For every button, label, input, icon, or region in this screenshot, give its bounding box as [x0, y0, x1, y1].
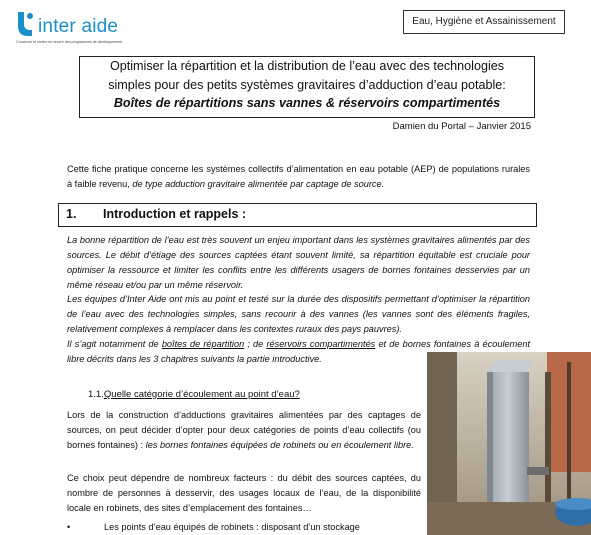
author-date: Damien du Portal – Janvier 2015: [392, 121, 531, 132]
subsection-title: Quelle catégorie d’écoulement au point d’eau?: [103, 389, 300, 400]
bullet-symbol: •: [67, 522, 71, 532]
logo-tagline: Concevoir et mettre en œuvre des programmes de développement: [16, 40, 123, 44]
subsection-heading: [88, 389, 300, 400]
title-line-2: simples pour des petits systèmes gravitaires d’adduction d’eau potable:: [108, 77, 506, 92]
intro-italic: de type adduction gravitaire alimentée par captage de source.: [132, 179, 385, 189]
title-box: [79, 56, 535, 118]
bullet-text: Les points d’eau équipés de robinets : disposant d’un stockage: [104, 522, 360, 532]
section-heading-1: [58, 203, 537, 227]
section-number: 1.: [66, 207, 77, 221]
intro-paragraph: [67, 162, 530, 192]
fountain-photo: [427, 352, 591, 535]
paragraph-3-a: Il s’agit notamment de: [67, 339, 159, 349]
paragraph-2: Les équipes d’Inter Aide ont mis au point et testé sur la durée des dispositifs permettant d’optimiser la répartition de l’eau avec des technologies simples, sans recourir à des vannes (les vannes sont des éléments fragiles, relativement complexes à remplacer dans les contextes ruraux des pays pauvres).: [67, 294, 530, 334]
section-title: Introduction et rappels :: [103, 207, 247, 221]
paragraph-3-e: et de bornes fontaines à écoulement libre décrits dans les 3 chapitres suivants la partie introductive.: [67, 339, 531, 364]
title-line-1: Optimiser la répartition et la distribution de l’eau avec des technologies: [109, 59, 505, 73]
paragraph-3-c: ; de: [247, 339, 264, 349]
paragraph-1: La bonne répartition de l’eau est très souvent un enjeu important dans les systèmes gravitaires alimentés par des sources. Le débit d’étiage des sources captées étant souvent limité, sa répartition équitable est cruciale pour optimiser la ressource et limiter les conflits entre les différents usagers de bornes fontaines desservies par un même réseau et/ou par un même réservoir.: [67, 235, 530, 290]
paragraph-3-b: boîtes de répartition: [161, 339, 245, 349]
paragraph-5: Ce choix peut dépendre de nombreux facteurs : du débit des sources captées, du nombre de personnes à desservir, des usages locaux de l’eau, de la disponibilité locale en robinets, des sites d’emplacement des fontaines…: [67, 473, 421, 513]
inter-aide-logo: [14, 10, 154, 46]
paragraph-4: [67, 408, 421, 453]
subsection-number: 1.1.: [88, 389, 104, 400]
title-line-3: Boîtes de répartitions sans vannes & réservoirs compartimentés: [113, 96, 501, 110]
paragraph-4-text: Lors de la construction d’adductions gravitaires alimentées par des captages de sources, on peut décider d’opter pour deux catégories de points d’eau collectifs (ou bornes fontaines) :: [67, 410, 421, 450]
intro-text: Cette fiche pratique concerne les systèmes collectifs d’alimentation en eau potable (AEP) de populations rurales à faible revenu,: [67, 164, 530, 189]
logo-name: inter aide: [38, 16, 119, 37]
paragraph-4-italic: les bornes fontaines équipées de robinets ou en écoulement libre.: [145, 440, 414, 450]
paragraph-3-d: réservoirs compartimentés: [266, 339, 376, 349]
inter-aide-logo-icon: [14, 10, 36, 38]
domain-box: Eau, Hygiène et Assainissement: [403, 10, 565, 34]
